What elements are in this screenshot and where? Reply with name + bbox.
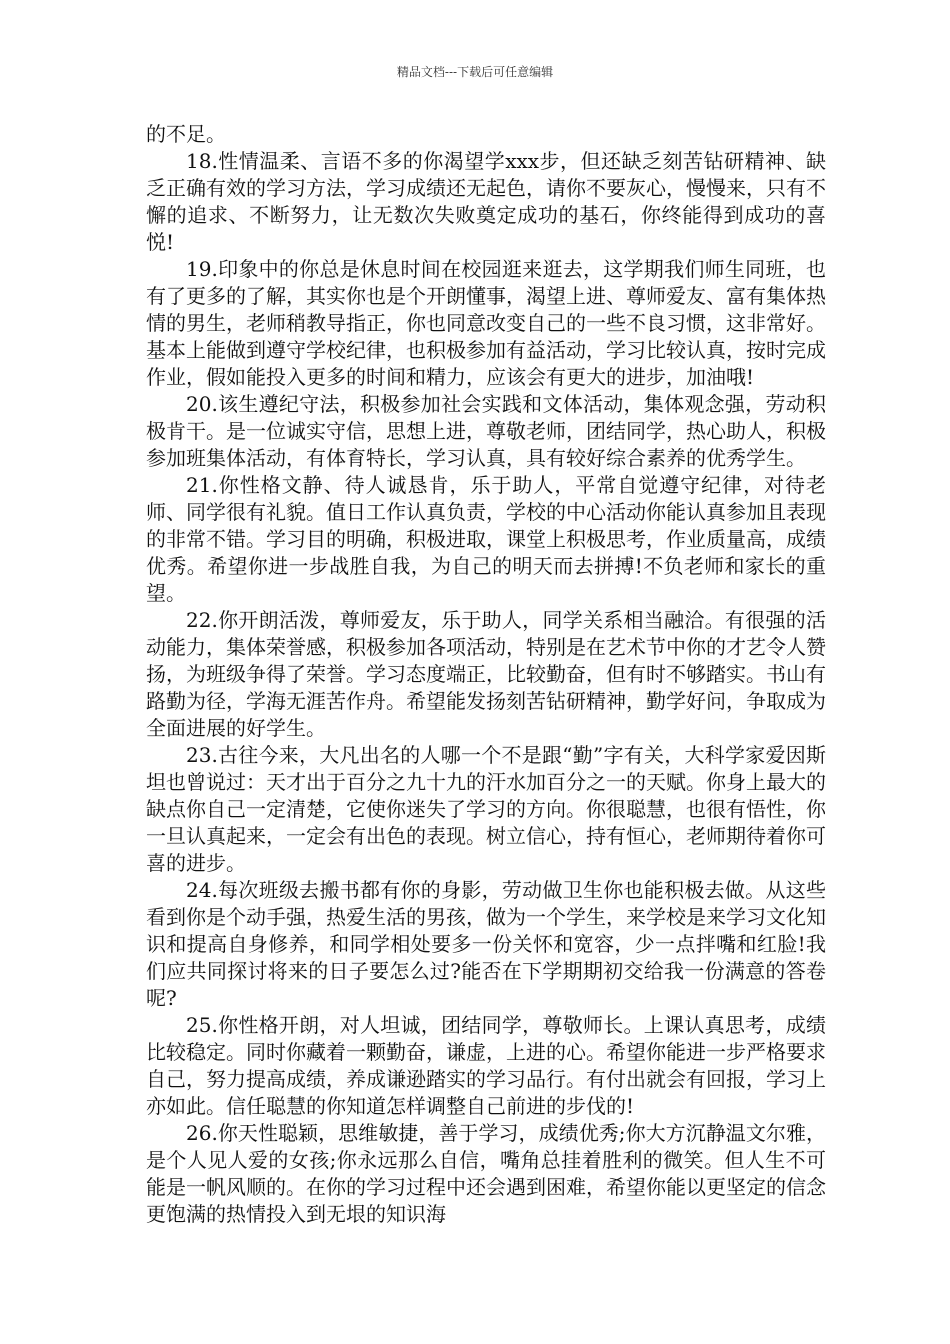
paragraph-23: 23.古往今来，大凡出名的人哪一个不是跟“勤”字有关，大科学家爱因斯坦也曾说过：天才出于百分之九十九的汗水加百分之一的天赋。你身上最大的缺点你自己一定清楚，它使你迷失了学习的方向。你很聪慧，也很有悟性，你一旦认真起来，一定会有出色的表现。树立信心，持有恒心，老师期待着你可喜的进步。 xyxy=(146,743,826,875)
paragraph-continuation: 的不足。 xyxy=(146,122,226,146)
paragraph-26: 26.你天性聪颖，思维敏捷，善于学习，成绩优秀;你大方沉静温文尔雅，是个人见人爱的女孩;你永远那么自信，嘴角总挂着胜利的微笑。但人生不可能是一帆风顺的。在你的学习过程中还会遇到困难，希望你能以更坚定的信念更饱满的热情投入到无垠的知识海 xyxy=(146,1121,826,1226)
paragraph-25: 25.你性格开朗，对人坦诚，团结同学，尊敬师长。上课认真思考，成绩比较稳定。同时你藏着一颗勤奋，谦虚，上进的心。希望你能进一步严格要求自己，努力提高成绩，养成谦逊踏实的学习品行。有付出就会有回报，学习上亦如此。信任聪慧的你知道怎样调整自己前进的步伐的! xyxy=(146,1013,826,1118)
paragraph-21: 21.你性格文静、待人诚恳肯，乐于助人，平常自觉遵守纪律，对待老师、同学很有礼貌。值日工作认真负责，学校的中心活动你能认真参加且表现的非常不错。学习目的明确，积极进取，课堂上积极思考，作业质量高，成绩优秀。希望你进一步战胜自我，为自己的明天而去拼搏!不负老师和家长的重望。 xyxy=(146,473,826,605)
paragraph-20: 20.该生遵纪守法，积极参加社会实践和文体活动，集体观念强，劳动积极肯干。是一位诚实守信，思想上进，尊敬老师，团结同学，热心助人，积极参加班集体活动，有体育特长，学习认真，具有较好综合素养的优秀学生。 xyxy=(146,392,826,470)
paragraph-18: 18.性情温柔、言语不多的你渴望学xxx步，但还缺乏刻苦钻研精神、缺乏正确有效的学习方法，学习成绩还无起色，请你不要灰心，慢慢来，只有不懈的追求、不断努力，让无数次失败奠定成功的基石，你终能得到成功的喜悦! xyxy=(146,149,826,254)
document-body xyxy=(146,121,826,1228)
page-header: 精品文档---下载后可任意编辑 xyxy=(396,65,554,79)
paragraph-19: 19.印象中的你总是休息时间在校园逛来逛去，这学期我们师生同班，也有了更多的了解，其实你也是个开朗懂事，渴望上进、尊师爱友、富有集体热情的男生，老师稍教导指正，你也同意改变自己的一些不良习惯，这非常好。基本上能做到遵守学校纪律，也积极参加有益活动，学习比较认真，按时完成作业，假如能投入更多的时间和精力，应该会有更大的进步，加油哦! xyxy=(146,257,826,389)
paragraph-24: 24.每次班级去搬书都有你的身影，劳动做卫生你也能积极去做。从这些看到你是个动手强，热爱生活的男孩，做为一个学生，来学校是来学习文化知识和提高自身修养，和同学相处要多一份关怀和宽容，少一点拌嘴和红脸!我们应共同探讨将来的日子要怎么过?能否在下学期期初交给我一份满意的答卷呢? xyxy=(146,878,826,1010)
paragraph-22: 22.你开朗活泼，尊师爱友，乐于助人，同学关系相当融洽。有很强的活动能力，集体荣誉感，积极参加各项活动，特别是在艺术节中你的才艺令人赞扬，为班级争得了荣誉。学习态度端正，比较勤奋，但有时不够踏实。书山有路勤为径，学海无涯苦作舟。希望能发扬刻苦钻研精神，勤学好问，争取成为全面进展的好学生。 xyxy=(146,608,826,740)
